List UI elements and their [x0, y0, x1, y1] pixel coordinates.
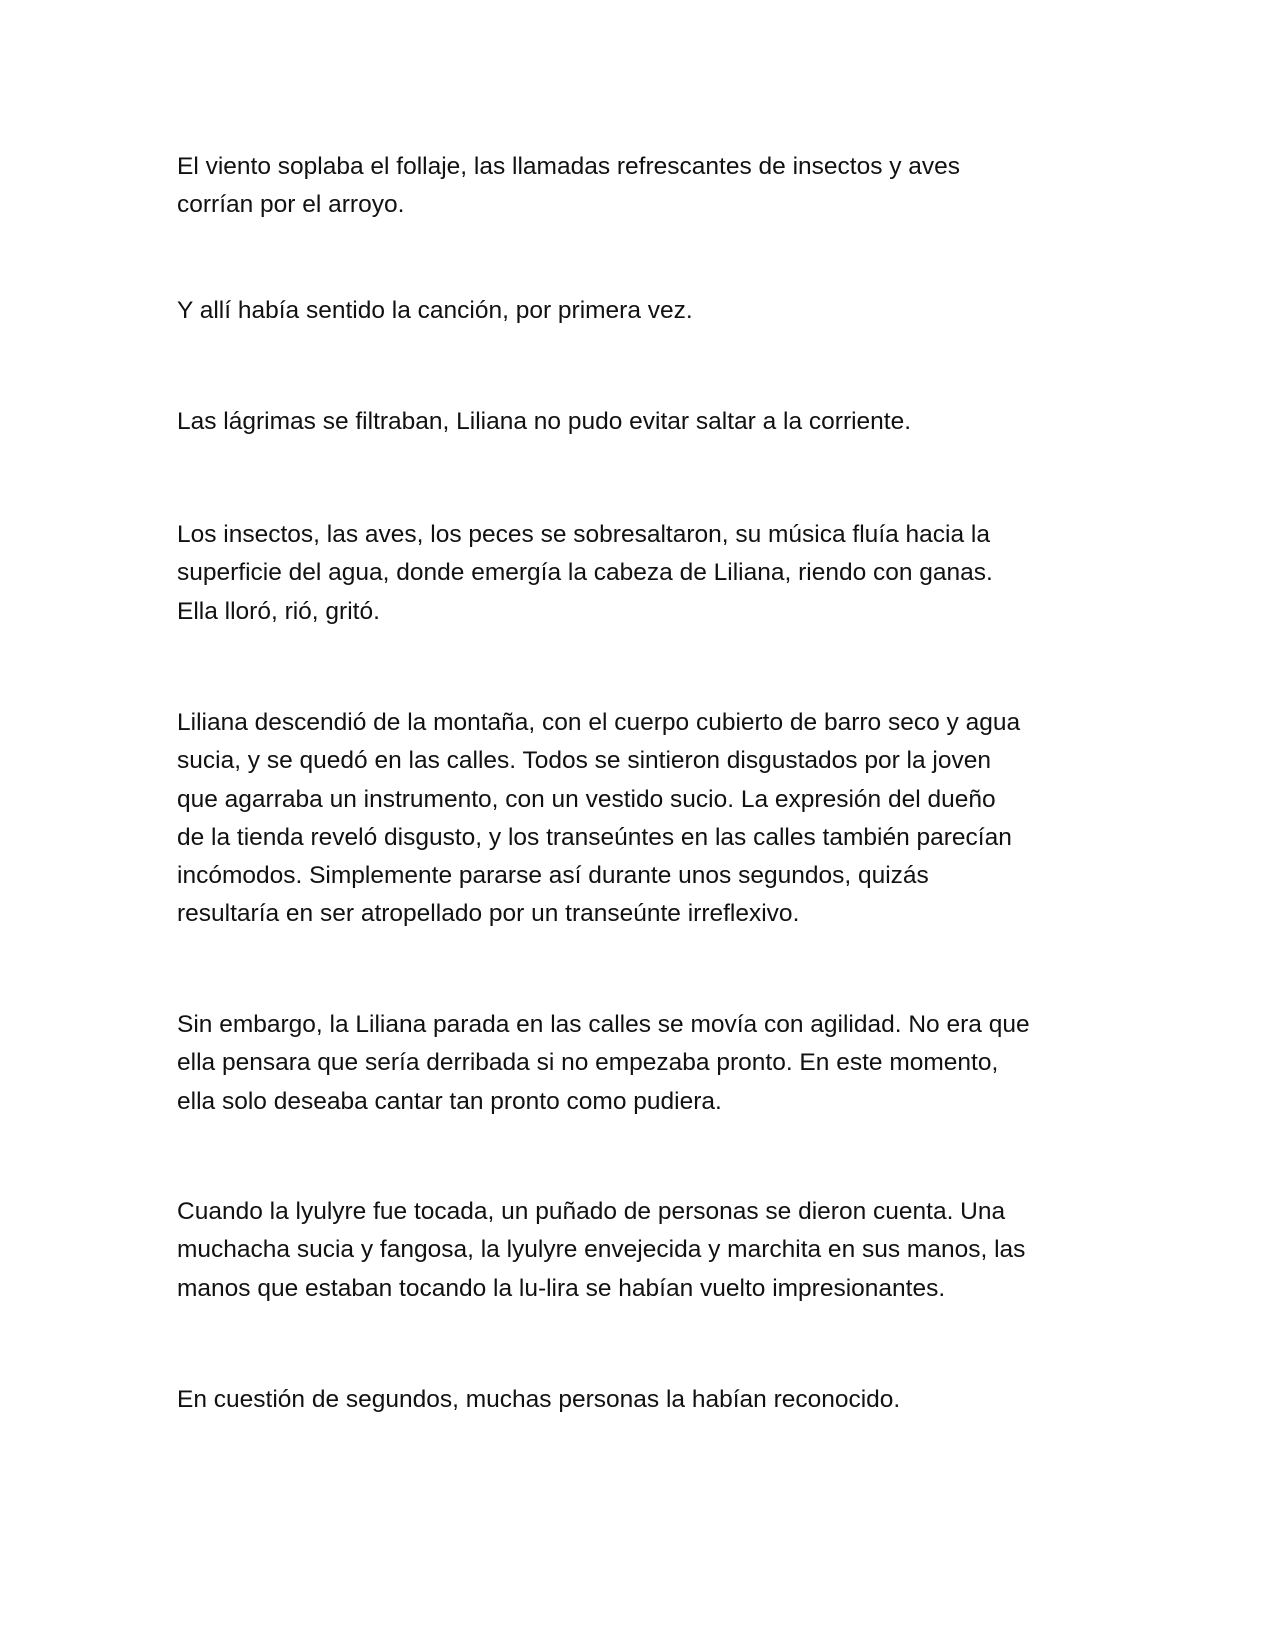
text-line: En cuestión de segundos, muchas personas la habían reconocido. — [177, 1386, 901, 1413]
paragraph-7 — [177, 1193, 1107, 1308]
text-line: Ella lloró, rió, gritó. — [177, 597, 380, 625]
text-line: Los insectos, las aves, los peces se sobresaltaron, su música fluía hacia la — [177, 521, 990, 548]
paragraph-8 — [177, 1381, 1107, 1419]
text-line: corrían por el arroyo. — [177, 191, 405, 219]
text-line: Liliana descendió de la montaña, con el cuerpo cubierto de barro seco y agua — [177, 709, 1021, 736]
text-line: sucia, y se quedó en las calles. Todos se sintieron disgustados por la joven — [177, 747, 991, 775]
paragraph-3 — [177, 403, 1107, 441]
text-line: Las lágrimas se filtraban, Liliana no pudo evitar saltar a la corriente. — [177, 408, 912, 435]
text-line: resultaría en ser atropellado por un transeúnte irreflexivo. — [177, 900, 800, 928]
text-line: Cuando la lyulyre fue tocada, un puñado de personas se dieron cuenta. Una — [177, 1198, 1006, 1225]
text-line: ella solo deseaba cantar tan pronto como pudiera. — [177, 1087, 722, 1115]
text-line: que agarraba un instrumento, con un vestido sucio. La expresión del dueño — [177, 785, 996, 813]
text-line: ella pensara que sería derribada si no empezaba pronto. En este momento, — [177, 1049, 999, 1077]
text-line: Y allí había sentido la canción, por primera vez. — [177, 297, 693, 324]
paragraph-1 — [177, 148, 1107, 225]
text-line: superficie del agua, donde emergía la cabeza de Liliana, riendo con ganas. — [177, 559, 993, 587]
text-line: incómodos. Simplemente pararse así durante unos segundos, quizás — [177, 862, 929, 890]
paragraph-5 — [177, 704, 1107, 934]
text-line: El viento soplaba el follaje, las llamadas refrescantes de insectos y aves — [177, 153, 961, 180]
text-line: Sin embargo, la Liliana parada en las calles se movía con agilidad. No era que — [177, 1011, 1030, 1038]
paragraph-4 — [177, 516, 1107, 631]
paragraph-2 — [177, 292, 1107, 330]
text-line: manos que estaban tocando la lu-lira se habían vuelto impresionantes. — [177, 1274, 946, 1302]
text-line: muchacha sucia y fangosa, la lyulyre envejecida y marchita en sus manos, las — [177, 1236, 1026, 1264]
paragraph-6 — [177, 1006, 1107, 1121]
text-line: de la tienda reveló disgusto, y los transeúntes en las calles también parecían — [177, 823, 1012, 851]
